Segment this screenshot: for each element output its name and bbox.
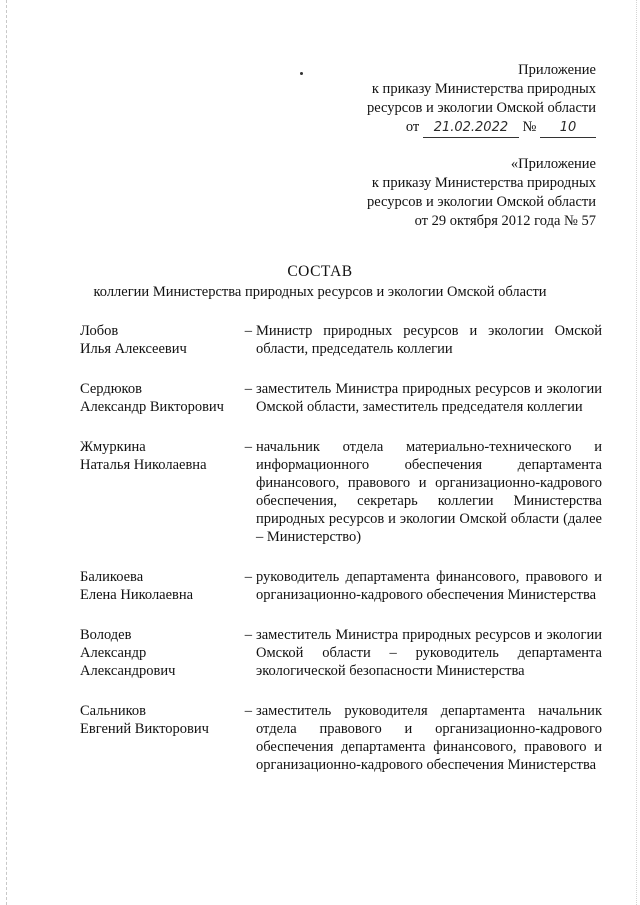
member-row	[80, 626, 602, 680]
member-name	[80, 438, 236, 546]
appendix-header-current	[296, 61, 596, 138]
scan-edge-right	[636, 0, 637, 905]
member-surname: Сердюков	[80, 381, 142, 397]
member-row	[80, 380, 602, 416]
member-name	[80, 568, 236, 604]
member-surname: Лобов	[80, 323, 119, 339]
member-role: Министр природных ресурсов и экологии Омской области, председатель коллегии	[256, 323, 602, 357]
header-line-1: Приложение	[518, 62, 596, 78]
member-given-name: Александр	[80, 645, 147, 661]
member-role: заместитель руководителя департамента начальник отдела правового и организационно-кадрового обеспечения департамента финансового, правового и организационно-кадрового обеспечения Министерства	[256, 703, 602, 773]
member-patronymic: Александрович	[80, 663, 176, 679]
appendix-header-original	[296, 155, 596, 231]
member-dash: –	[244, 381, 252, 397]
member-name	[80, 380, 236, 416]
member-row	[80, 322, 602, 358]
member-row	[80, 702, 602, 774]
orig-header-line-4: от 29 октября 2012 года № 57	[414, 213, 596, 229]
members-list	[80, 322, 602, 796]
member-dash: –	[244, 703, 252, 719]
header-line-2: к приказу Министерства природных	[371, 81, 596, 97]
member-role: начальник отдела материально-технического и информационного обеспечения департамента финансового, правового и организационно-кадрового обеспечения, секретарь коллегии Министерства природных ресурсов и экологии Омской области (далее – Министерство)	[256, 439, 602, 545]
member-surname: Жмуркина	[80, 439, 146, 455]
member-dash: –	[244, 627, 252, 643]
member-name	[80, 626, 236, 680]
header-date-line	[296, 118, 596, 138]
member-dash: –	[244, 569, 252, 585]
orig-header-line-2: к приказу Министерства природных	[371, 175, 596, 191]
member-row	[80, 438, 602, 546]
orig-header-line-1: «Приложение	[510, 156, 596, 172]
member-row	[80, 568, 602, 604]
member-role: руководитель департамента финансового, правового и организационно-кадрового обеспечения Министерства	[256, 569, 602, 603]
member-role: заместитель Министра природных ресурсов и экологии Омской области, заместитель председателя коллегии	[256, 381, 602, 415]
member-dash: –	[244, 439, 252, 455]
member-given-name: Александр Викторович	[80, 399, 224, 415]
member-given-name: Наталья Николаевна	[80, 457, 207, 473]
member-dash: –	[244, 323, 252, 339]
date-prefix: от	[405, 119, 420, 135]
member-role: заместитель Министра природных ресурсов и экологии Омской области – руководитель департамента экологической безопасности Министерства	[256, 627, 602, 679]
member-name	[80, 322, 236, 358]
number-prefix: №	[522, 119, 537, 135]
document-title: СОСТАВ	[287, 263, 353, 280]
member-surname: Сальников	[80, 703, 147, 719]
header-line-3: ресурсов и экологии Омской области	[367, 100, 596, 116]
handwritten-number: 10	[540, 118, 596, 138]
member-name	[80, 702, 236, 774]
orig-header-line-3: ресурсов и экологии Омской области	[367, 194, 596, 210]
document-subtitle: коллегии Министерства природных ресурсов и экологии Омской области	[93, 284, 547, 300]
scan-edge-left	[6, 0, 7, 905]
member-surname: Баликоева	[80, 569, 144, 585]
member-given-name: Илья Алексеевич	[80, 341, 187, 357]
handwritten-date: 21.02.2022	[423, 118, 519, 138]
member-given-name: Елена Николаевна	[80, 587, 194, 603]
member-surname: Володев	[80, 627, 132, 643]
member-given-name: Евгений Викторович	[80, 721, 209, 737]
